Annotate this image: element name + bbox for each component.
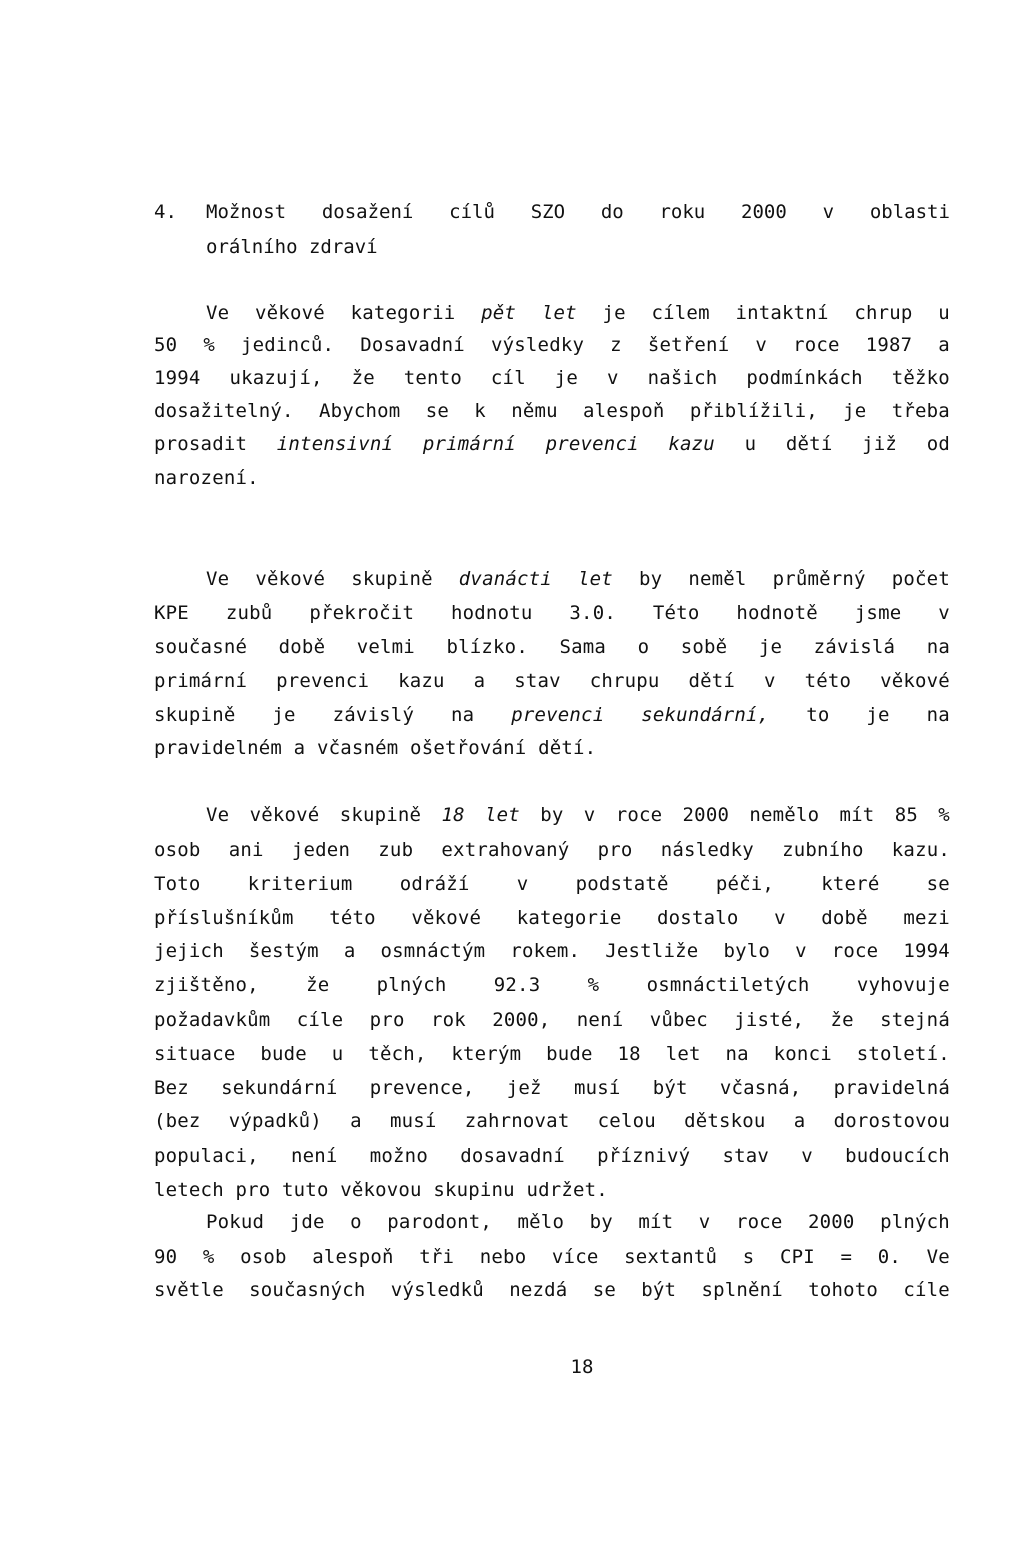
word: prevenci [276, 670, 370, 692]
word: je [272, 704, 296, 726]
word: být [641, 1279, 677, 1301]
word: že [306, 974, 330, 996]
word: dosavadní [460, 1145, 565, 1167]
word: pro [369, 1009, 405, 1031]
word: prevence, [369, 1077, 475, 1099]
word: péči, [715, 873, 775, 895]
word: a [938, 334, 950, 356]
paragraph-4-line-2 [154, 1242, 950, 1272]
word: na [926, 704, 950, 726]
word: 1987 [865, 334, 913, 356]
word: na [451, 704, 475, 726]
word: bude [260, 1043, 307, 1065]
word: není [290, 1145, 338, 1167]
word: sekundární, [641, 704, 770, 726]
paragraph-3-line-9 [154, 1073, 950, 1103]
word: hodnotě [736, 602, 818, 624]
word: století. [856, 1043, 950, 1065]
word: prevenci [545, 433, 639, 455]
word: dětí [785, 433, 833, 455]
paragraph-4-line-1 [206, 1207, 950, 1237]
paragraph-2-line-1 [206, 564, 950, 594]
word: Pokud [206, 1211, 265, 1233]
word: věkové [255, 568, 326, 590]
paragraph-2-line-5 [154, 700, 950, 730]
word: kazu [668, 433, 715, 455]
word: do [600, 201, 624, 223]
paragraph-4-line-3 [154, 1275, 950, 1305]
paragraph-3-line-5 [154, 936, 950, 966]
page-number: 18 [570, 1356, 594, 1378]
word: primární [154, 670, 248, 692]
word: zubního [782, 839, 864, 861]
word: oblasti [869, 201, 950, 223]
word: kazu [398, 670, 445, 692]
word: více [551, 1246, 599, 1268]
word: průměrný [772, 568, 866, 590]
word: rokem. [510, 940, 581, 962]
word: kazu. [891, 839, 950, 861]
word: situace [154, 1043, 236, 1065]
word: stav [722, 1145, 770, 1167]
word: 18 [617, 1043, 641, 1065]
word: by [540, 804, 564, 826]
word: šetření [647, 334, 730, 356]
word: 50 [154, 334, 178, 356]
word: hodnotu [451, 602, 533, 624]
section-number: 4. [154, 201, 177, 223]
word: které [821, 873, 880, 895]
word: roce [831, 940, 879, 962]
word: šestým [248, 940, 319, 962]
paragraph-1-line-5 [154, 429, 950, 459]
word: Této [652, 602, 700, 624]
word: splnění [701, 1279, 783, 1301]
word: cílem [651, 302, 710, 324]
word: roku [659, 201, 706, 223]
word: v [755, 334, 768, 356]
paragraph-3-line-6 [154, 970, 950, 1000]
word: jde [289, 1211, 325, 1233]
word: skupině [351, 568, 433, 590]
word: a [343, 940, 356, 962]
word: budoucích [845, 1145, 950, 1167]
paragraph-3-line-12: letech pro tuto věkovou skupinu udržet. [154, 1179, 608, 1201]
paragraph-1-line-1 [206, 298, 950, 328]
word: následky [660, 839, 754, 861]
word: sextantů [624, 1246, 718, 1268]
word: v [583, 804, 596, 826]
word: v [938, 602, 950, 624]
word: plných [376, 974, 447, 996]
word: na [926, 636, 950, 658]
word: let [577, 568, 613, 590]
paragraph-3-line-10 [154, 1106, 950, 1136]
word: chrup [854, 302, 913, 324]
word: roce [615, 804, 663, 826]
paragraph-3-line-11 [154, 1141, 950, 1171]
paragraph-2-line-4 [154, 666, 950, 696]
word: Ve [206, 568, 230, 590]
word: SZO [530, 201, 566, 223]
word: Bez [154, 1077, 189, 1099]
word: ukazují, [229, 367, 323, 389]
word: stav [514, 670, 561, 692]
word: dosažitelný. [154, 400, 294, 422]
word: osob [240, 1246, 287, 1268]
word: by [589, 1211, 613, 1233]
word: příznivý [597, 1145, 691, 1167]
word: tři [419, 1246, 455, 1268]
word: prosadit [154, 433, 248, 455]
word: našich [647, 367, 718, 389]
word: o [637, 636, 650, 658]
word: mezi [903, 907, 950, 929]
paragraph-1-line-6: narození. [154, 467, 259, 489]
word: 2000 [741, 201, 787, 223]
word: s [742, 1246, 755, 1268]
word: překročit [309, 602, 415, 624]
word: Ve [206, 302, 230, 324]
word: % [587, 974, 600, 996]
word: věkové [255, 302, 325, 324]
word: neměl [688, 568, 747, 590]
word: 85 [894, 804, 918, 826]
word: v [763, 670, 776, 692]
word: již [862, 433, 898, 455]
word: rok [430, 1009, 466, 1031]
word: primární [422, 433, 516, 455]
paragraph-3-line-7 [154, 1005, 950, 1035]
word: cílů [449, 201, 495, 223]
word: osmnáctiletých [646, 974, 810, 996]
word: extrahovaný [441, 839, 570, 861]
word: v [516, 873, 529, 895]
word: CPI [779, 1246, 815, 1268]
word: skupině [154, 704, 236, 726]
word: musí [573, 1077, 621, 1099]
word: dětí [688, 670, 736, 692]
word: současné [154, 636, 248, 658]
word: dostalo [657, 907, 739, 929]
word: výsledků [390, 1279, 484, 1301]
word: mít [638, 1211, 674, 1233]
word: % [202, 1246, 215, 1268]
word: intensivní [276, 433, 394, 455]
word: v [774, 907, 786, 929]
word: je [602, 302, 626, 324]
word: velmi [356, 636, 415, 658]
word: této [329, 907, 376, 929]
word: jejich [154, 940, 224, 962]
word: v [698, 1211, 711, 1233]
word: % [203, 334, 215, 356]
word: závislý [332, 704, 415, 726]
word: jedinců. [241, 334, 335, 356]
word: tento [403, 367, 462, 389]
word: době [821, 907, 868, 929]
word: u [938, 302, 950, 324]
word: Možnost [206, 201, 287, 223]
paragraph-1-line-3 [154, 363, 950, 393]
word: v [795, 940, 807, 962]
word: a [350, 1110, 362, 1132]
word: u [744, 433, 757, 455]
word: v [801, 1145, 813, 1167]
word: tohoto [808, 1279, 879, 1301]
word: je [758, 636, 783, 658]
paragraph-3-line-8 [154, 1039, 950, 1069]
word: věkové [249, 804, 320, 826]
word: let [665, 1043, 701, 1065]
word: odráží [399, 873, 470, 895]
word: mít [839, 804, 875, 826]
word: 3.0. [569, 602, 616, 624]
word: podstatě [575, 873, 669, 895]
word: musí [389, 1110, 437, 1132]
word: populaci, [154, 1145, 259, 1167]
word: cíl [490, 367, 526, 389]
paragraph-2-line-3 [154, 632, 950, 662]
word: konci [773, 1043, 832, 1065]
word: celou [597, 1110, 656, 1132]
word: % [938, 804, 950, 826]
word: vyhovuje [856, 974, 950, 996]
word: parodont, [387, 1211, 493, 1233]
word: v [607, 367, 619, 389]
word: Ve [206, 804, 230, 826]
word: být [652, 1077, 688, 1099]
word: zub [378, 839, 414, 861]
word: (bez [154, 1110, 201, 1132]
word: není [576, 1009, 624, 1031]
word: 92.3 [493, 974, 541, 996]
word: ani [228, 839, 264, 861]
word: prevenci [511, 704, 605, 726]
word: 0. [877, 1246, 901, 1268]
word: Ve [926, 1246, 950, 1268]
word: kriterium [247, 873, 353, 895]
word: že [351, 367, 375, 389]
word: v [822, 201, 835, 223]
word: výsledky [491, 334, 585, 356]
word: na [725, 1043, 749, 1065]
word: u [331, 1043, 344, 1065]
word: sobě [680, 636, 728, 658]
word: alespoň [312, 1246, 394, 1268]
word: nebo [479, 1246, 527, 1268]
word: kterým [451, 1043, 522, 1065]
word: době [278, 636, 326, 658]
word: chrupu [589, 670, 660, 692]
paragraph-3-line-1 [206, 800, 950, 830]
word: plných [880, 1211, 950, 1233]
word: Sama [559, 636, 607, 658]
word: kategorie [516, 907, 622, 929]
word: mělo [517, 1211, 565, 1233]
section-heading-line-1 [206, 197, 950, 227]
word: nemělo [749, 804, 820, 826]
word: požadavkům [154, 1009, 271, 1031]
word: let [485, 804, 520, 826]
word: těch, [368, 1043, 427, 1065]
word: počet [891, 568, 950, 590]
paragraph-3-line-4 [154, 903, 950, 933]
word: z [610, 334, 622, 356]
word: sekundární [221, 1077, 338, 1099]
word: zahrnovat [464, 1110, 570, 1132]
word: dorostovou [833, 1110, 950, 1132]
word: vůbec [649, 1009, 708, 1031]
word: se [926, 873, 950, 895]
paragraph-3-line-3 [154, 869, 950, 899]
word: němu [511, 400, 558, 422]
word: blízko. [446, 636, 528, 658]
word: 2000 [682, 804, 730, 826]
word: cíle [903, 1279, 950, 1301]
word: nezdá [509, 1279, 568, 1301]
word: KPE [154, 602, 189, 624]
word: bude [546, 1043, 593, 1065]
paragraph-1-line-2 [154, 330, 950, 360]
word: 2000 [808, 1211, 855, 1233]
word: roce [793, 334, 840, 356]
word: stejná [880, 1009, 950, 1031]
word: Toto [154, 873, 201, 895]
word: věkové [880, 670, 950, 692]
word: závislá [813, 636, 896, 658]
word: intaktní [735, 302, 829, 324]
word: a [793, 1110, 806, 1132]
word: roce [735, 1211, 783, 1233]
word: včasná, [719, 1077, 802, 1099]
word: bylo [723, 940, 770, 962]
word: 18 [441, 804, 465, 826]
word: světle [154, 1279, 224, 1301]
word: je [866, 704, 890, 726]
word: to [806, 704, 830, 726]
word: jisté, [734, 1009, 805, 1031]
word: současných [249, 1279, 366, 1301]
word: 2000, [492, 1009, 551, 1031]
word: osmnáctým [380, 940, 486, 962]
word: od [926, 433, 950, 455]
paragraph-3-line-2 [154, 835, 950, 865]
word: 1994 [154, 367, 201, 389]
word: že [830, 1009, 854, 1031]
word: k [474, 400, 486, 422]
word: jsme [854, 602, 902, 624]
word: pravidelná [833, 1077, 950, 1099]
word: podmínkách [746, 367, 863, 389]
word: pět [481, 302, 517, 324]
word: Abychom [318, 400, 401, 422]
word: alespoň [583, 400, 665, 422]
word: se [425, 400, 449, 422]
paragraph-1-line-4 [154, 396, 950, 426]
word: zubů [225, 602, 273, 624]
word: přiblížili, [689, 400, 818, 422]
word: je [554, 367, 579, 389]
word: jeden [291, 839, 351, 861]
word: věkové [411, 907, 482, 929]
paragraph-2-line-6: pravidelném a včasném ošetřování dětí. [154, 737, 597, 759]
word: Jestliže [605, 940, 699, 962]
word: jež [506, 1077, 542, 1099]
word: skupině [339, 804, 422, 826]
word: let [541, 302, 577, 324]
word: = [840, 1246, 853, 1268]
word: 90 [154, 1246, 178, 1268]
word: osob [154, 839, 201, 861]
word: 1994 [903, 940, 950, 962]
word: této [804, 670, 852, 692]
word: Dosavadní [360, 334, 465, 356]
word: dětskou [684, 1110, 766, 1132]
word: dosažení [321, 201, 414, 223]
word: výpadků) [228, 1110, 322, 1132]
word: se [592, 1279, 616, 1301]
section-heading-line-2: orálního zdraví [206, 236, 378, 258]
paragraph-2-line-2 [154, 598, 950, 628]
word: možno [369, 1145, 428, 1167]
word: o [350, 1211, 362, 1233]
word: zjištěno, [154, 974, 259, 996]
word: dvanácti [458, 568, 552, 590]
word: třeba [891, 400, 950, 422]
word: a [473, 670, 486, 692]
word: těžko [891, 367, 950, 389]
word: pro [597, 839, 633, 861]
word: kategorii [350, 302, 456, 324]
word: příslušníkům [154, 907, 294, 929]
word: by [638, 568, 663, 590]
word: cíle [296, 1009, 344, 1031]
word: je [843, 400, 867, 422]
